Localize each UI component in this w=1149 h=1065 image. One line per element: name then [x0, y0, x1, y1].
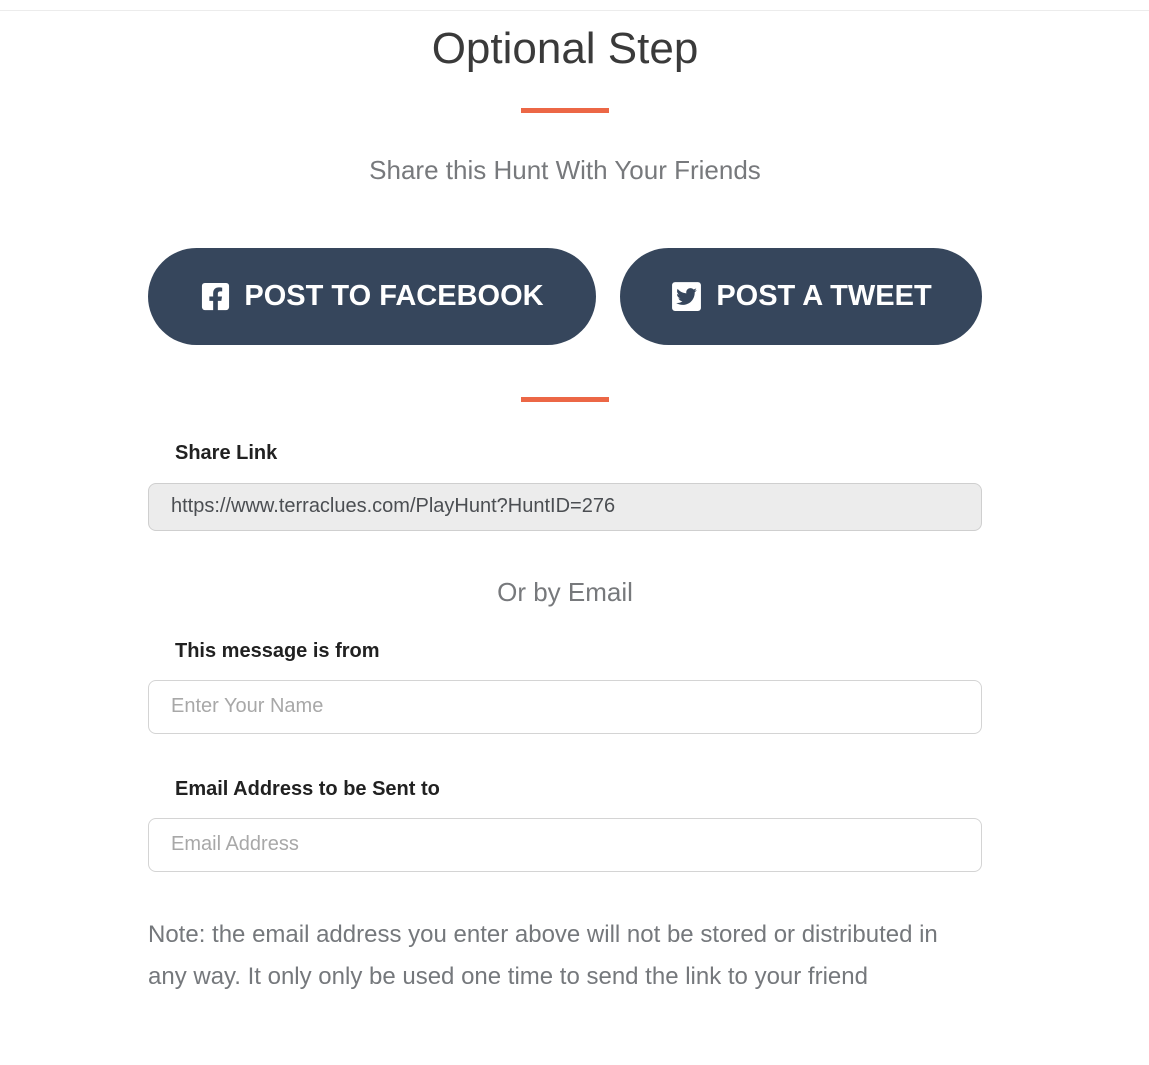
message-from-label: This message is from [175, 639, 380, 662]
tweet-button-label: POST A TWEET [716, 279, 932, 312]
post-a-tweet-button[interactable] [620, 248, 982, 345]
share-subtitle: Share this Hunt With Your Friends [369, 155, 761, 186]
share-link-label: Share Link [175, 441, 278, 464]
email-address-label: Email Address to be Sent to [175, 777, 440, 800]
facebook-square-icon [200, 281, 231, 312]
twitter-square-icon [670, 280, 703, 313]
or-by-email-heading: Or by Email [497, 576, 633, 607]
email-input[interactable] [148, 818, 982, 872]
facebook-button-label: POST TO FACEBOOK [244, 279, 544, 312]
name-input[interactable] [148, 680, 982, 734]
email-note: Note: the email address you enter above will not be stored or distributed in any way. It only only be used one time to send the link to your friend [148, 920, 938, 990]
page-title: Optional Step [431, 24, 699, 73]
accent-divider-bottom [521, 397, 609, 402]
top-divider [0, 0, 1149, 11]
share-hunt-section [148, 19, 982, 998]
social-buttons-row [148, 248, 982, 345]
post-to-facebook-button[interactable] [148, 248, 596, 345]
accent-divider-top [521, 108, 609, 113]
share-link-input[interactable] [148, 483, 982, 531]
